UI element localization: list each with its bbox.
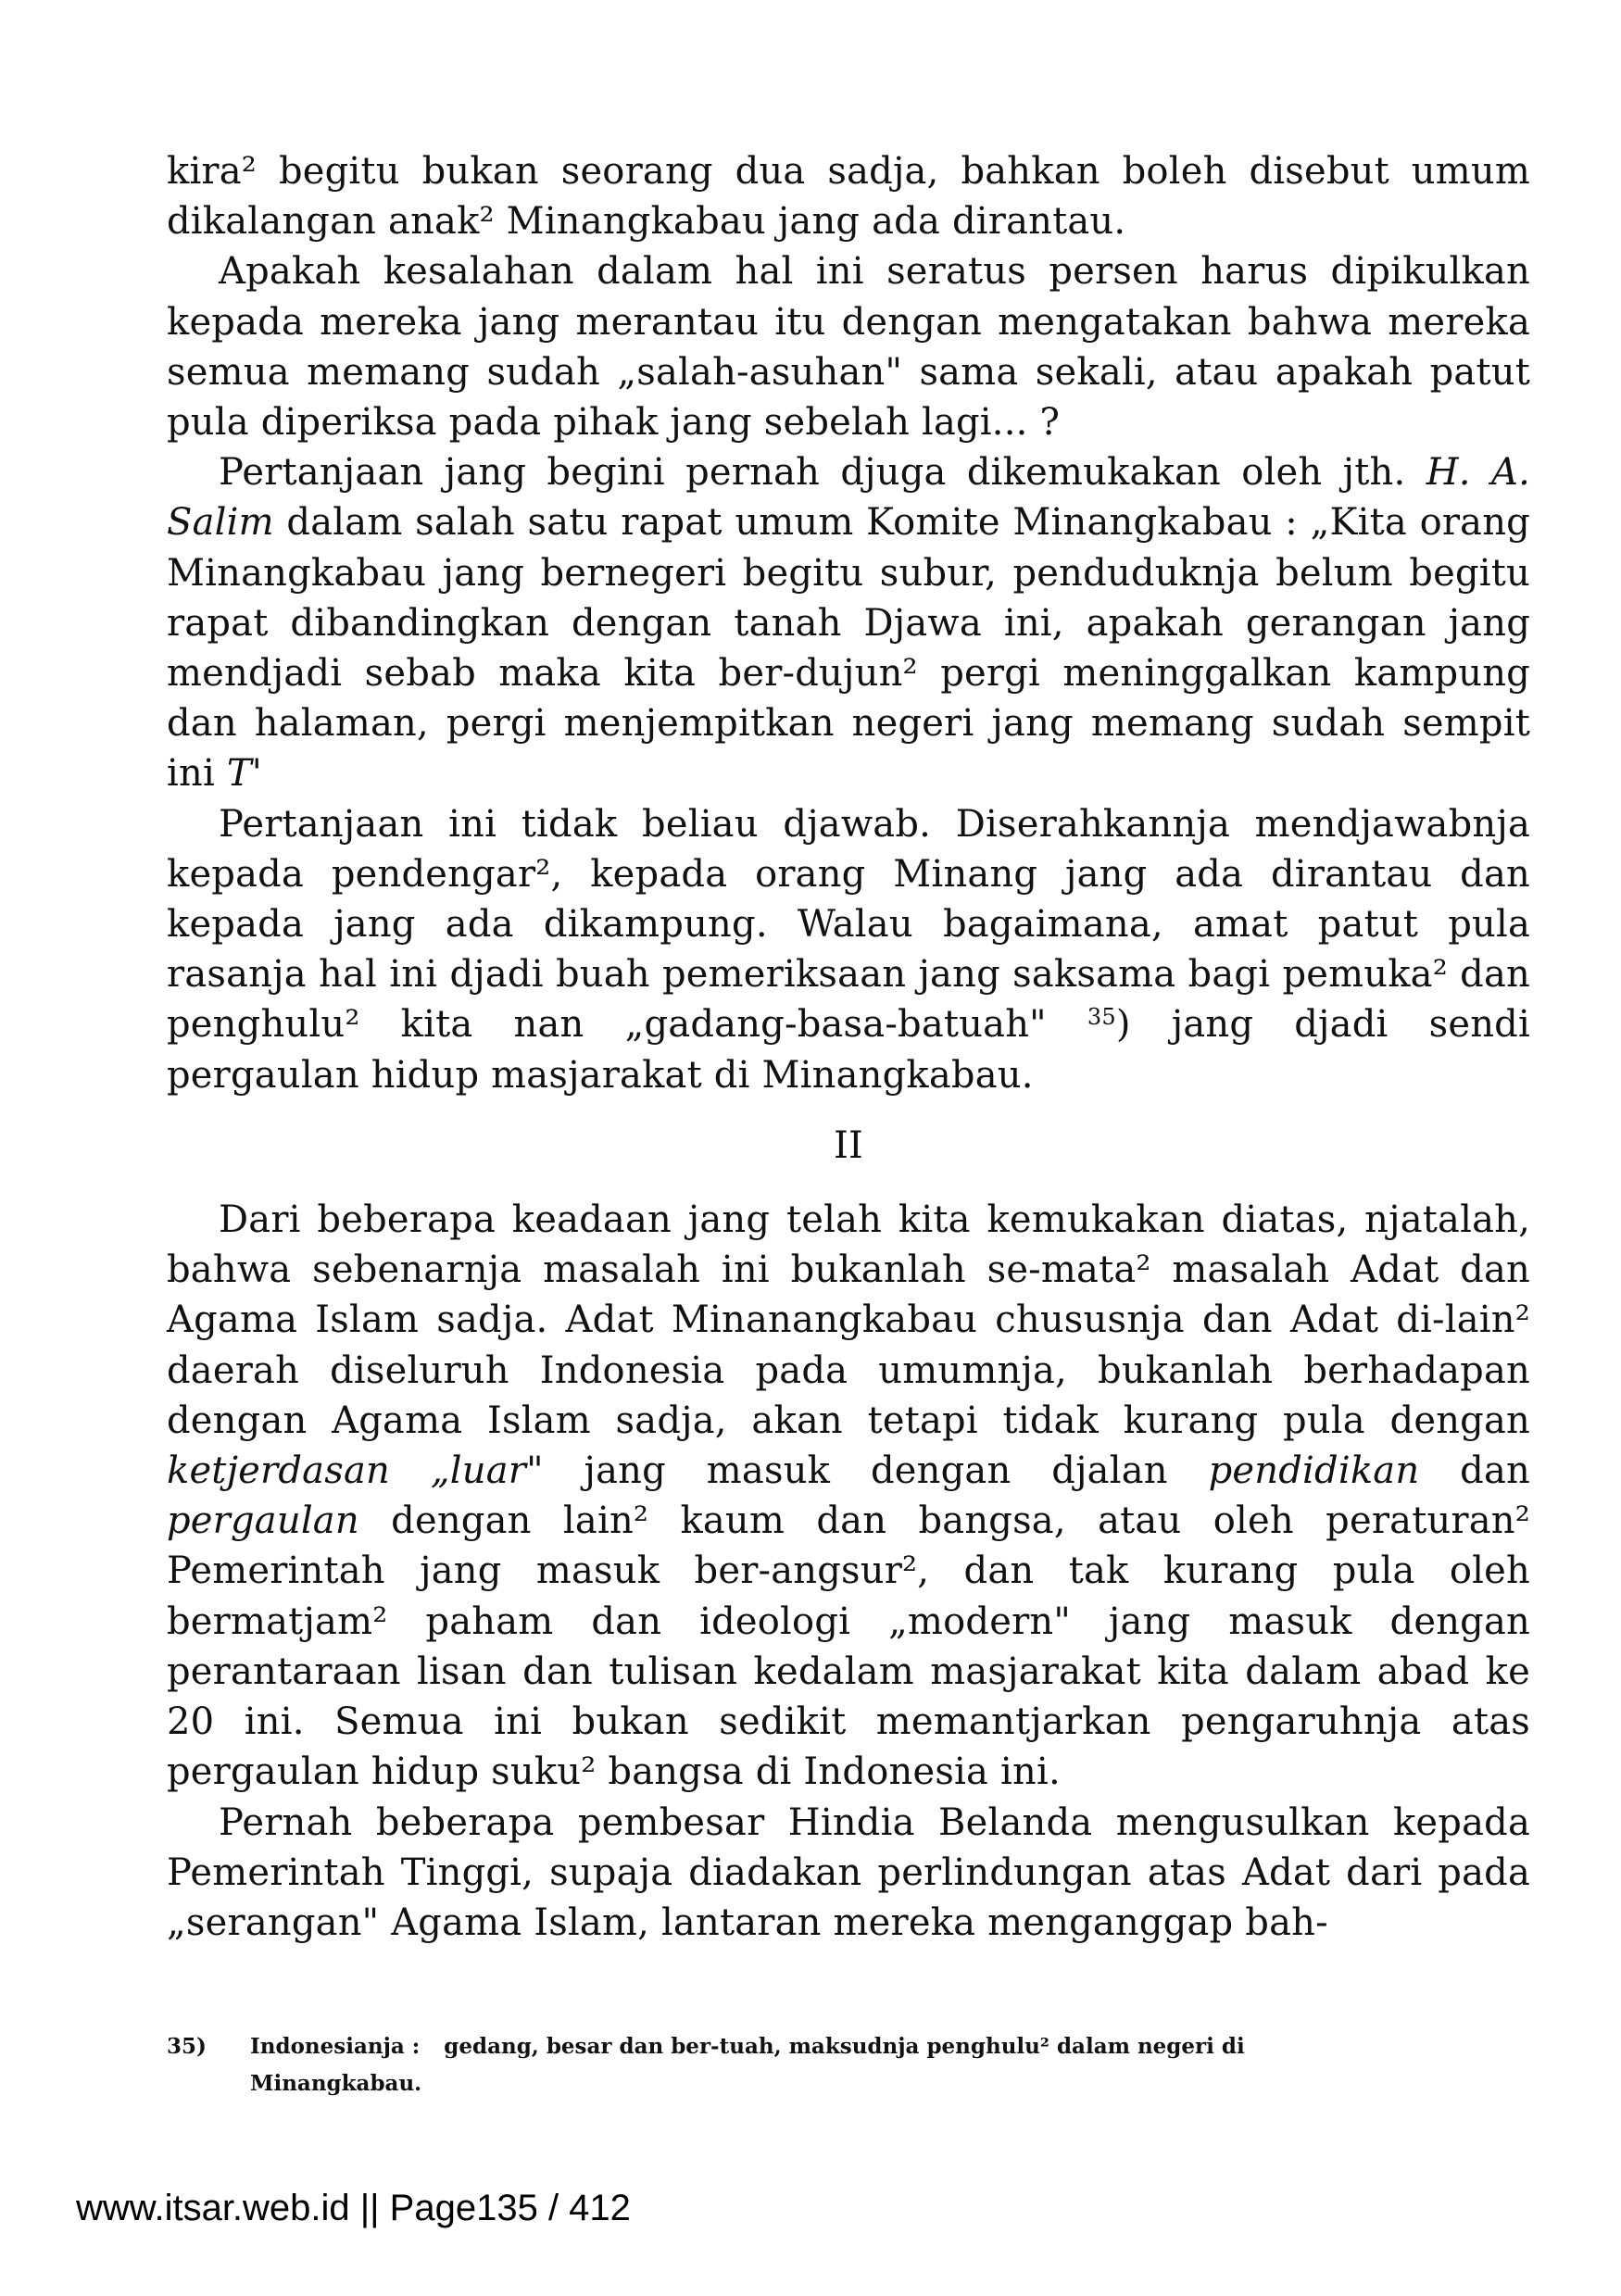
paragraph-5-italic-1: ketjerdasan „luar" xyxy=(167,1449,544,1493)
paragraph-5-d: dengan lain² kaum dan bangsa, atau oleh peraturan² Pemerintah jang masuk ber-angsur², dan tak kurang pula oleh bermatjam² paham dan ideologi „modern" jang masuk dengan perantaraan lisan dan tulisan kedalam masjarakat kita dalam abad ke 20 ini. Semua ini bukan sedikit memantjarkan pengaruhnja atas pergaulan hidup suku² bangsa di Indonesia ini. xyxy=(167,1499,1530,1794)
paragraph-6: Pernah beberapa pembesar Hindia Belanda mengusulkan kepada Pemerintah Tinggi, supaja diadakan perlindungan atas Adat dari pada „serangan" Agama Islam, lantaran mereka menganggap bah- xyxy=(167,1800,1530,1944)
section-heading: II xyxy=(833,1123,863,1167)
salim-name: H. A. Salim xyxy=(167,451,1530,545)
page-footer: www.itsar.web.id || Page135 / 412 xyxy=(76,2188,631,2228)
paragraph-2: Apakah kesalahan dalam hal ini seratus persen harus dipikulkan kepada mereka jang merantau itu dengan mengatakan bahwa mereka semua memang sudah „salah-asuhan" sama sekali, atau apakah patut pula diperiksa pada pihak jang sebelah lagi... ? xyxy=(167,250,1530,445)
paragraph-4-end: jang djadi sendi pergaulan hidup masjarakat di Minangkabau. xyxy=(167,1003,1530,1097)
paragraph-3-start: Pertanjaan jang begini pernah djuga dikemukakan oleh jth. xyxy=(219,451,1406,495)
paragraph-5-b: jang masuk dengan djalan xyxy=(584,1449,1168,1493)
paragraph-4 xyxy=(167,799,1530,1100)
paragraph-3 xyxy=(167,447,1530,798)
quote-end: T' xyxy=(226,752,262,796)
paragraph-5-c: dan xyxy=(1460,1449,1530,1493)
paragraph-4-text: Pertanjaan ini tidak beliau djawab. Diserahkannja mendjawabnja kepada pendengar², kepada orang Minang jang ada dirantau dan kepada jang ada dikampung. Walau bagaimana, amat patut pula rasanja hal ini djadi buah pemeriksaan jang saksama bagi pemuka² dan penghulu² kita nan „gadang-basa-batuah" xyxy=(167,802,1530,1047)
footnote-body xyxy=(250,2028,1371,2102)
paragraph-5-italic-3: pergaulan xyxy=(167,1499,359,1543)
paragraph-5-italic-2: pendidikan xyxy=(1208,1449,1420,1493)
paragraph-5 xyxy=(167,1195,1530,1797)
paragraph-5-a: Dari beberapa keadaan jang telah kita kemukakan diatas, njatalah, bahwa sebenarnja masalah ini bukanlah se-mata² masalah Adat dan Agama Islam sadja. Adat Minanangkabau chususnja dan Adat di-lain² daerah diseluruh Indonesia pada umumnja, bukanlah berhadapan dengan Agama Islam sadja, akan tetapi tidak kurang pula dengan xyxy=(167,1198,1530,1442)
footnote-term: Indonesianja : xyxy=(250,2034,421,2059)
paragraph-1: kira² begitu bukan seorang dua sadja, bahkan boleh disebut umum dikalangan anak² Minangkabau jang ada dirantau. xyxy=(167,150,1530,244)
footnote-text: gedang, besar dan ber-tuah, maksudnja penghulu² dalam negeri di Minangkabau. xyxy=(250,2034,1245,2096)
footnote-ref-35: 35 xyxy=(1087,1004,1116,1031)
salim-quote: dalam salah satu rapat umum Komite Minangkabau : „Kita orang Minangkabau jang bernegeri begitu subur, penduduknja belum begitu rapat dibandingkan dengan tanah Djawa ini, apakah gerangan jang mendjadi sebab maka kita ber-dujun² pergi meninggalkan kampung dan halaman, pergi menjempitkan negeri jang memang sudah sempit ini xyxy=(167,501,1530,796)
footnote-number: 35) xyxy=(167,2034,207,2059)
footnote xyxy=(167,2028,1371,2102)
body-text xyxy=(167,146,1530,1948)
footnote-ref-paren: ) xyxy=(1115,1003,1131,1047)
